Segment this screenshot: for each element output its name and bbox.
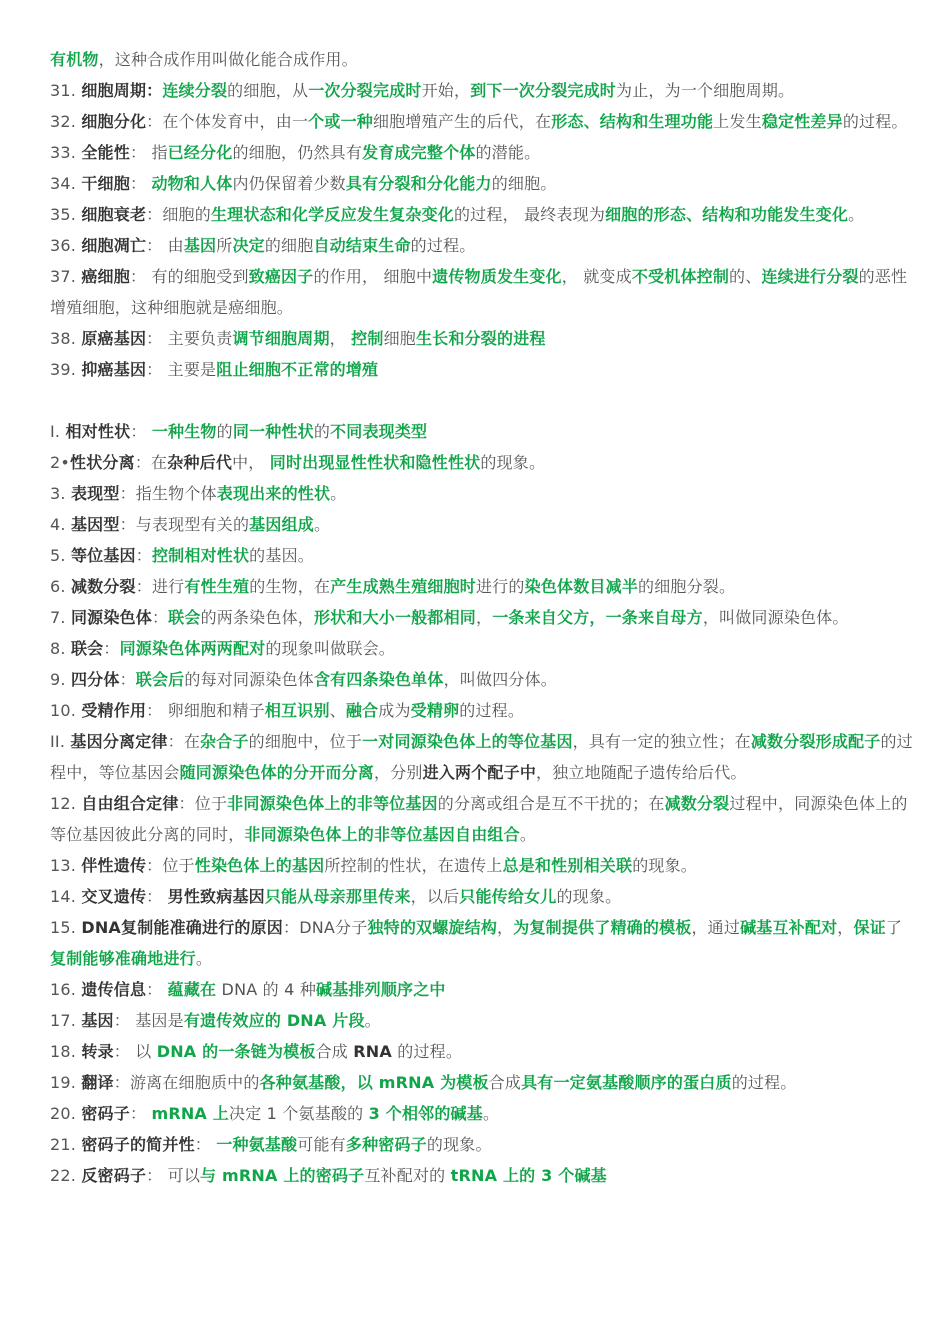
term-label: 转录 bbox=[81, 1042, 114, 1061]
body-text: 16. bbox=[50, 980, 82, 999]
key-phrase: 同源染色体两两配对 bbox=[119, 639, 266, 658]
body-text: 的、 bbox=[729, 267, 762, 286]
body-text: ，叫做同源染色体。 bbox=[702, 608, 849, 627]
key-phrase: 连续进行分裂 bbox=[761, 267, 859, 286]
body-text: 34. bbox=[50, 174, 82, 193]
body-text: 。 bbox=[313, 515, 331, 534]
key-phrase: 减数分裂形成配子 bbox=[750, 732, 881, 751]
term-label: 干细胞 bbox=[81, 174, 130, 193]
body-text: 。 bbox=[482, 1104, 500, 1123]
key-phrase: 碱基排列顺序之中 bbox=[316, 980, 446, 999]
body-text: 2• bbox=[50, 453, 71, 472]
body-text: 可能有 bbox=[297, 1135, 346, 1154]
key-phrase: 一种氨基酸 bbox=[216, 1135, 298, 1154]
body-text: ： 主要负责 bbox=[146, 329, 233, 348]
body-text: 决定 1 个氨基酸的 bbox=[229, 1104, 369, 1123]
definition-paragraph bbox=[50, 323, 916, 354]
body-text: ：进行 bbox=[135, 577, 185, 596]
key-phrase: 一条来自父方，一条来自母方 bbox=[492, 608, 703, 627]
key-phrase: 不同表现类型 bbox=[330, 422, 428, 441]
body-text: 的潜能。 bbox=[475, 143, 541, 162]
term-label: 细胞分化 bbox=[81, 112, 147, 131]
key-phrase: 控制 bbox=[351, 329, 384, 348]
body-text: 15. bbox=[50, 918, 82, 937]
body-text: ： bbox=[129, 1104, 152, 1123]
key-phrase: 同时出现显性性状和隐性性状 bbox=[269, 453, 481, 472]
definition-paragraph bbox=[50, 354, 916, 385]
body-text: ：游离在细胞质中的 bbox=[113, 1073, 260, 1092]
term-label: 细胞凋亡 bbox=[81, 236, 147, 255]
key-phrase: 细胞的形态、结构和功能发生变化 bbox=[605, 205, 849, 224]
term-label: 减数分裂 bbox=[70, 577, 136, 596]
body-text: ： bbox=[130, 422, 152, 441]
body-text: 39. bbox=[50, 360, 82, 379]
body-text: ：在个体发育中，由一 bbox=[146, 112, 309, 131]
key-phrase: 一种生物 bbox=[151, 422, 217, 441]
body-text: ，以后 bbox=[410, 887, 460, 906]
body-text: ：与表现型有关的 bbox=[119, 515, 250, 534]
body-text: ： bbox=[146, 887, 168, 906]
key-phrase: 基因 bbox=[183, 236, 217, 255]
body-text: DNA 的 4 种 bbox=[216, 980, 317, 999]
body-text: ： 基因是 bbox=[113, 1011, 184, 1030]
body-text: 开始， bbox=[421, 81, 471, 100]
key-phrase: 独特的双螺旋结构 bbox=[367, 918, 498, 937]
body-text: 的过程。 bbox=[731, 1073, 797, 1092]
key-phrase: 具有一定氨基酸顺序的蛋白质 bbox=[521, 1073, 732, 1092]
key-phrase: 动物和人体 bbox=[151, 174, 233, 193]
body-text: ： bbox=[151, 608, 169, 627]
key-phrase: 非同源染色体上的非等位基因自由组合 bbox=[244, 825, 520, 844]
body-text: 18. bbox=[50, 1042, 82, 1061]
key-phrase: 联会 bbox=[168, 608, 201, 627]
body-text: ： 由 bbox=[146, 236, 184, 255]
term-label: 杂种后代 bbox=[167, 453, 233, 472]
body-text: 35. bbox=[50, 205, 82, 224]
key-phrase: 遗传物质发生变化 bbox=[432, 267, 562, 286]
key-phrase: 表现出来的性状 bbox=[216, 484, 331, 503]
definition-paragraph bbox=[50, 137, 916, 168]
key-phrase: 与 mRNA 上的密码子 bbox=[200, 1166, 365, 1185]
definition-paragraph bbox=[50, 44, 916, 75]
body-text: ：DNA分子 bbox=[283, 918, 368, 937]
key-phrase: 只能从母亲那里传来 bbox=[264, 887, 411, 906]
key-phrase: 融合 bbox=[345, 701, 379, 720]
key-phrase: 性染色体上的基因 bbox=[194, 856, 325, 875]
body-text: 中， bbox=[232, 453, 270, 472]
term-label: 密码子 bbox=[81, 1104, 130, 1123]
body-text: ，分别 bbox=[374, 763, 423, 782]
body-text: 、 bbox=[329, 701, 346, 720]
term-label: 基因分离定律 bbox=[70, 732, 168, 751]
key-phrase: 蕴藏在 bbox=[167, 980, 217, 999]
body-text: 6. bbox=[50, 577, 71, 596]
body-text: 的过程。 bbox=[842, 112, 908, 131]
definition-paragraph bbox=[50, 168, 916, 199]
key-phrase: 相互识别 bbox=[264, 701, 330, 720]
key-phrase: DNA 的一条链为模板 bbox=[156, 1042, 316, 1061]
body-text: 4. bbox=[50, 515, 71, 534]
term-label: 同源染色体 bbox=[70, 608, 152, 627]
key-phrase: 决定 bbox=[232, 236, 265, 255]
body-text: 内仍保留着少数 bbox=[232, 174, 346, 193]
term-label: 遗传信息 bbox=[81, 980, 147, 999]
body-text: 。 bbox=[848, 205, 865, 224]
definition-paragraph bbox=[50, 850, 916, 881]
definition-paragraph bbox=[50, 1005, 916, 1036]
body-text: ，通过 bbox=[691, 918, 741, 937]
term-label: 抑癌基因 bbox=[81, 360, 147, 379]
body-text: 9. bbox=[50, 670, 71, 689]
key-phrase: 碱基互补配对 bbox=[740, 918, 838, 937]
term-label: 基因 bbox=[81, 1011, 114, 1030]
body-text: 3. bbox=[50, 484, 71, 503]
key-phrase: 形状和大小一般都相同 bbox=[313, 608, 476, 627]
key-phrase: tRNA 上的 3 个碱基 bbox=[450, 1166, 607, 1185]
term-label: DNA复制能准确进行的原因 bbox=[81, 918, 283, 937]
body-text: 成为 bbox=[378, 701, 411, 720]
key-phrase: 产生成熟生殖细胞时 bbox=[330, 577, 477, 596]
key-phrase: 不受机体控制 bbox=[631, 267, 730, 286]
body-text: 合成 bbox=[315, 1042, 354, 1061]
body-text: ， bbox=[837, 918, 854, 937]
body-text: 21. bbox=[50, 1135, 82, 1154]
definition-paragraph bbox=[50, 1067, 916, 1098]
key-phrase: 形态、结构和生理功能 bbox=[551, 112, 714, 131]
body-text: 38. bbox=[50, 329, 82, 348]
body-text: ： bbox=[194, 1135, 217, 1154]
key-phrase: 为复制提供了精确的模板 bbox=[513, 918, 692, 937]
body-text: 的恶性增殖细胞，这种细胞就是癌细胞。 bbox=[50, 267, 908, 317]
term-label: 等位基因 bbox=[70, 546, 136, 565]
body-text: ， bbox=[329, 329, 352, 348]
term-label: 细胞周期： bbox=[81, 81, 163, 100]
body-text: 的分离或组合是互不干扰的；在 bbox=[437, 794, 665, 813]
key-phrase: mRNA 上 bbox=[151, 1104, 229, 1123]
definition-paragraph bbox=[50, 1036, 916, 1067]
key-phrase: 稳定性差异 bbox=[761, 112, 843, 131]
key-phrase: 到下一次分裂完成时 bbox=[470, 81, 617, 100]
body-text: 17. bbox=[50, 1011, 82, 1030]
key-phrase: 总是和性别相关联 bbox=[502, 856, 633, 875]
definition-paragraph bbox=[50, 912, 916, 974]
body-text: 。 bbox=[330, 484, 347, 503]
body-text: 的两条染色体， bbox=[200, 608, 314, 627]
body-text: ，具有一定的独立性；在 bbox=[572, 732, 751, 751]
definition-paragraph bbox=[50, 695, 916, 726]
key-phrase: 生长和分裂的进程 bbox=[415, 329, 546, 348]
key-phrase: 一对同源染色体上的等位基因 bbox=[362, 732, 573, 751]
key-phrase: 复制能够准确地进行 bbox=[50, 949, 196, 968]
term-label: 相对性状 bbox=[65, 422, 131, 441]
definition-paragraph bbox=[50, 540, 916, 571]
definition-paragraph bbox=[50, 881, 916, 912]
body-text: 8. bbox=[50, 639, 71, 658]
key-phrase: 非同源染色体上的非等位基因 bbox=[227, 794, 438, 813]
definition-paragraph bbox=[50, 447, 916, 478]
body-text: 的过程。 bbox=[459, 701, 525, 720]
body-text: 的每对同源染色体 bbox=[184, 670, 314, 689]
body-text: 12. bbox=[50, 794, 82, 813]
definition-paragraph bbox=[50, 261, 916, 323]
body-text: ：位于 bbox=[178, 794, 228, 813]
key-phrase: 保证 bbox=[853, 918, 886, 937]
key-phrase: 联会后 bbox=[135, 670, 185, 689]
body-text: 进行的 bbox=[476, 577, 525, 596]
key-phrase: 阻止细胞不正常的增殖 bbox=[216, 360, 379, 379]
term-label: 反密码子 bbox=[81, 1166, 147, 1185]
term-label: 基因型 bbox=[70, 515, 120, 534]
body-text: ： bbox=[135, 546, 152, 565]
body-text: 37. bbox=[50, 267, 82, 286]
key-phrase: 连续分裂 bbox=[162, 81, 228, 100]
body-text: 所控制的性状，在遗传上 bbox=[324, 856, 503, 875]
body-text: ：在 bbox=[167, 732, 201, 751]
body-text: 为止，为一个细胞周期。 bbox=[616, 81, 795, 100]
body-text: 的细胞，仍然具有 bbox=[232, 143, 363, 162]
term-label: 细胞衰老 bbox=[81, 205, 147, 224]
body-text: 的过程中，等位基因会 bbox=[50, 732, 913, 782]
definition-paragraph bbox=[50, 974, 916, 1005]
body-text: 了 bbox=[885, 918, 903, 937]
body-text: ： 指 bbox=[129, 143, 168, 162]
body-text: ： 可以 bbox=[146, 1166, 201, 1185]
key-phrase: 致癌因子 bbox=[248, 267, 314, 286]
definition-paragraph bbox=[50, 726, 916, 788]
term-label: 癌细胞 bbox=[81, 267, 130, 286]
body-text: 31. bbox=[50, 81, 82, 100]
key-phrase: 基因组成 bbox=[249, 515, 314, 534]
body-text: 5. bbox=[50, 546, 71, 565]
definition-paragraph bbox=[50, 571, 916, 602]
body-text: 的作用， 细胞中 bbox=[313, 267, 433, 286]
body-text: 过程中，同源染色体上的等位基因彼此分离的同时， bbox=[50, 794, 908, 844]
body-text: 的过程。 bbox=[391, 1042, 463, 1061]
definition-paragraph bbox=[50, 1160, 916, 1191]
document-body bbox=[50, 44, 916, 1191]
body-text: 的现象叫做联会。 bbox=[265, 639, 395, 658]
body-text: ：指生物个体 bbox=[119, 484, 217, 503]
body-text: 所 bbox=[216, 236, 233, 255]
body-text: 14. bbox=[50, 887, 82, 906]
body-text: ： bbox=[103, 639, 120, 658]
body-text: ： bbox=[146, 980, 168, 999]
body-text: 13. bbox=[50, 856, 82, 875]
body-text: ： 卵细胞和精子 bbox=[146, 701, 265, 720]
key-phrase: 个或一种 bbox=[308, 112, 373, 131]
body-text: 。 bbox=[519, 825, 537, 844]
key-phrase: 杂合子 bbox=[200, 732, 249, 751]
definition-paragraph bbox=[50, 416, 916, 447]
definition-paragraph bbox=[50, 788, 916, 850]
body-text: 合成 bbox=[488, 1073, 522, 1092]
key-phrase: 含有四条染色单体 bbox=[313, 670, 444, 689]
body-text: ：在 bbox=[134, 453, 168, 472]
body-text: 细胞 bbox=[383, 329, 416, 348]
definition-paragraph bbox=[50, 664, 916, 695]
key-phrase: 染色体数目减半 bbox=[524, 577, 639, 596]
body-text: 的过程， 最终表现为 bbox=[453, 205, 606, 224]
body-text: 的 bbox=[216, 422, 233, 441]
body-text: ： 以 bbox=[113, 1042, 157, 1061]
body-text: 的生物，在 bbox=[249, 577, 331, 596]
term-label: 全能性 bbox=[81, 143, 130, 162]
definition-paragraph bbox=[50, 106, 916, 137]
key-phrase: 同一种性状 bbox=[232, 422, 314, 441]
term-label: 翻译 bbox=[81, 1073, 114, 1092]
body-text: 32. bbox=[50, 112, 82, 131]
key-phrase: 多种密码子 bbox=[345, 1135, 427, 1154]
term-label: 男性致病基因 bbox=[167, 887, 265, 906]
body-text: 的现象。 bbox=[426, 1135, 492, 1154]
body-text: 细胞增殖产生的后代，在 bbox=[372, 112, 552, 131]
body-text: 的 bbox=[313, 422, 331, 441]
term-label: 性状分离 bbox=[70, 453, 135, 472]
body-text: 的细胞分裂。 bbox=[638, 577, 736, 596]
body-text: 的现象。 bbox=[556, 887, 622, 906]
body-text: ： 有的细胞受到 bbox=[129, 267, 249, 286]
blank-line bbox=[50, 385, 916, 416]
body-text: 36. bbox=[50, 236, 82, 255]
key-phrase: 生理状态和化学反应发生复杂变化 bbox=[210, 205, 454, 224]
body-text: 的现象。 bbox=[480, 453, 546, 472]
term-label: 四分体 bbox=[70, 670, 120, 689]
key-phrase: 有性生殖 bbox=[184, 577, 250, 596]
term-label: 自由组合定律 bbox=[81, 794, 179, 813]
key-phrase: 减数分裂 bbox=[664, 794, 730, 813]
body-text: ， bbox=[476, 608, 493, 627]
body-text: I. bbox=[50, 422, 66, 441]
key-phrase: 发育成完整个体 bbox=[362, 143, 476, 162]
term-label: 伴性遗传 bbox=[81, 856, 147, 875]
term-label: 密码子的简并性 bbox=[81, 1135, 195, 1154]
key-phrase: 有机物 bbox=[50, 50, 99, 69]
body-text: ，这种合成作用叫做化能合成作用。 bbox=[98, 50, 358, 69]
term-label: 原癌基因 bbox=[81, 329, 147, 348]
key-phrase: 各种氨基酸，以 mRNA 为模板 bbox=[259, 1073, 489, 1092]
term-label: 表现型 bbox=[70, 484, 120, 503]
key-phrase: 一次分裂完成时 bbox=[308, 81, 422, 100]
body-text: ， bbox=[497, 918, 514, 937]
body-text: ，叫做四分体。 bbox=[443, 670, 557, 689]
body-text: 的过程。 bbox=[410, 236, 476, 255]
body-text: 。 bbox=[364, 1011, 381, 1030]
key-phrase: 有遗传效应的 DNA 片段 bbox=[183, 1011, 365, 1030]
definition-paragraph bbox=[50, 199, 916, 230]
key-phrase: 只能传给女儿 bbox=[459, 887, 557, 906]
body-text: 的细胞中，位于 bbox=[248, 732, 363, 751]
body-text: 的细胞 bbox=[264, 236, 314, 255]
body-text: ，独立地随配子遗传给后代。 bbox=[536, 763, 747, 782]
body-text: 7. bbox=[50, 608, 71, 627]
key-phrase: 随同源染色体的分开而分离 bbox=[179, 763, 375, 782]
body-text: ： bbox=[129, 174, 152, 193]
body-text: ： 主要是 bbox=[146, 360, 217, 379]
body-text: II. bbox=[50, 732, 71, 751]
body-text: ， 就变成 bbox=[561, 267, 632, 286]
key-phrase: 3 个相邻的碱基 bbox=[368, 1104, 483, 1123]
definition-paragraph bbox=[50, 478, 916, 509]
body-text: 的基因。 bbox=[249, 546, 314, 565]
key-phrase: 调节细胞周期 bbox=[232, 329, 330, 348]
key-phrase: 具有分裂和分化能力 bbox=[345, 174, 492, 193]
term-label: 受精作用 bbox=[81, 701, 147, 720]
definition-paragraph bbox=[50, 633, 916, 664]
definition-paragraph bbox=[50, 230, 916, 261]
body-text: 33. bbox=[50, 143, 82, 162]
body-text: 互补配对的 bbox=[364, 1166, 451, 1185]
term-label: 进入两个配子中 bbox=[422, 763, 537, 782]
definition-paragraph bbox=[50, 1098, 916, 1129]
definition-paragraph bbox=[50, 1129, 916, 1160]
term-label: 交叉遗传 bbox=[81, 887, 147, 906]
body-text: 的细胞。 bbox=[491, 174, 557, 193]
body-text: 的细胞，从 bbox=[227, 81, 309, 100]
body-text: ：细胞的 bbox=[146, 205, 211, 224]
key-phrase: 自动结束生命 bbox=[313, 236, 411, 255]
term-label: 联会 bbox=[70, 639, 104, 658]
body-text: ： bbox=[119, 670, 136, 689]
definition-paragraph bbox=[50, 602, 916, 633]
body-text: 。 bbox=[195, 949, 213, 968]
body-text: 的现象。 bbox=[632, 856, 697, 875]
body-text: 上发生 bbox=[713, 112, 762, 131]
body-text: 19. bbox=[50, 1073, 82, 1092]
key-phrase: 已经分化 bbox=[167, 143, 233, 162]
body-text: 20. bbox=[50, 1104, 82, 1123]
body-text: ：位于 bbox=[146, 856, 195, 875]
body-text: 22. bbox=[50, 1166, 82, 1185]
term-label: RNA bbox=[353, 1042, 392, 1061]
body-text: 10. bbox=[50, 701, 82, 720]
key-phrase: 控制相对性状 bbox=[151, 546, 250, 565]
definition-paragraph bbox=[50, 509, 916, 540]
key-phrase: 受精卵 bbox=[410, 701, 460, 720]
definition-paragraph bbox=[50, 75, 916, 106]
